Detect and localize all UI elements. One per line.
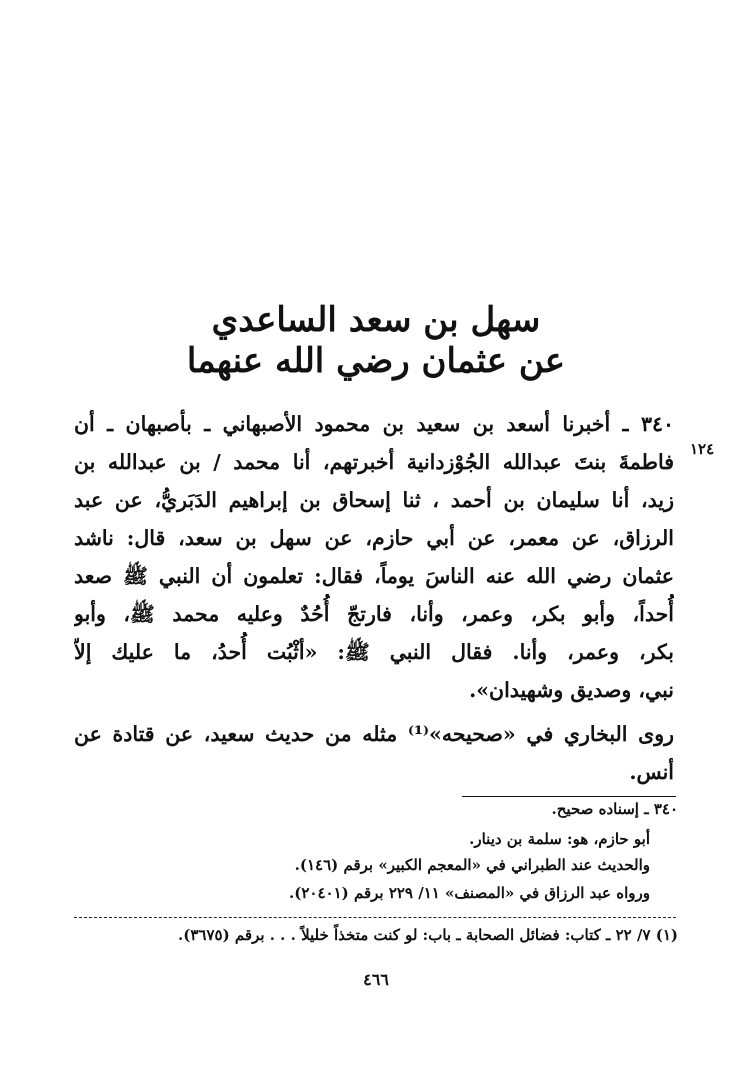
footnote-takhrij-3: ورواه عبد الرزاق في «المصنف» ١١/ ٢٢٩ برقم (٢٠٤٠١).: [289, 884, 650, 902]
hadith-line-2: فاطمةَ بنتَ عبدالله الجُوْزدانية أخبرتهم، أنا محمد / بن عبدالله بن: [74, 450, 674, 474]
chapter-title-line-1: سهل بن سعد الساعدي: [211, 300, 541, 340]
hadith-line-3: زيد، أنا سليمان بن أحمد ، ثنا إسحاق بن إبراهيم الدَبَريُّ، عن عبد: [74, 488, 674, 512]
hadith-line-8: نبي، وصديق وشهيدان».: [469, 678, 674, 702]
hadith-line-6: أُحداً، وأبو بكر، وعمر، وأنا، فارتجّ أُحُدٌ وعليه محمد ﷺ، وأبو: [74, 602, 674, 626]
hadith-line-1: ٣٤٠ ـ أخبرنا أسعد بن سعيد بن محمود الأصبهاني ـ بأصبهان ـ أن: [74, 412, 674, 436]
footnote-dashed-separator: [74, 917, 676, 918]
page-number: ٤٦٦: [363, 970, 389, 989]
riwaya-line-1: روى البخاري في «صحيحه»⁽¹⁾ مثله من حديث سعيد، عن قتادة عن: [74, 722, 674, 746]
footnote-takhrij-head: ٣٤٠ ـ إسناده صحيح.: [551, 800, 678, 818]
riwaya-line-2: أنس.: [629, 760, 674, 784]
hadith-line-5: عثمان رضي الله عنه الناسَ يوماً، فقال: تعلمون أن النبي ﷺ صعد: [74, 564, 674, 588]
chapter-title-line-2: عن عثمان رضي الله عنهما: [186, 341, 566, 381]
footnote-takhrij-2: والحديث عند الطبراني في «المعجم الكبير» برقم (١٤٦).: [294, 856, 650, 874]
hadith-line-4: الرزاق، عن معمر، عن أبي حازم، عن سهل بن سعد، قال: ناشد: [74, 526, 674, 550]
hadith-line-7: بكر، وعمر، وأنا. فقال النبي ﷺ: «أثْبُت أُحدُ، ما عليك إلاّ: [74, 640, 674, 664]
footnote-1: (١) ٧/ ٢٢ ـ كتاب: فضائل الصحابة ـ باب: لو كنت متخذاً خليلاً . . . برقم (٣٦٧٥).: [178, 926, 678, 944]
margin-reference-number: ١٢٤: [690, 440, 715, 458]
footnote-takhrij-1: أبو حازم، هو: سلمة بن دينار.: [469, 830, 650, 848]
